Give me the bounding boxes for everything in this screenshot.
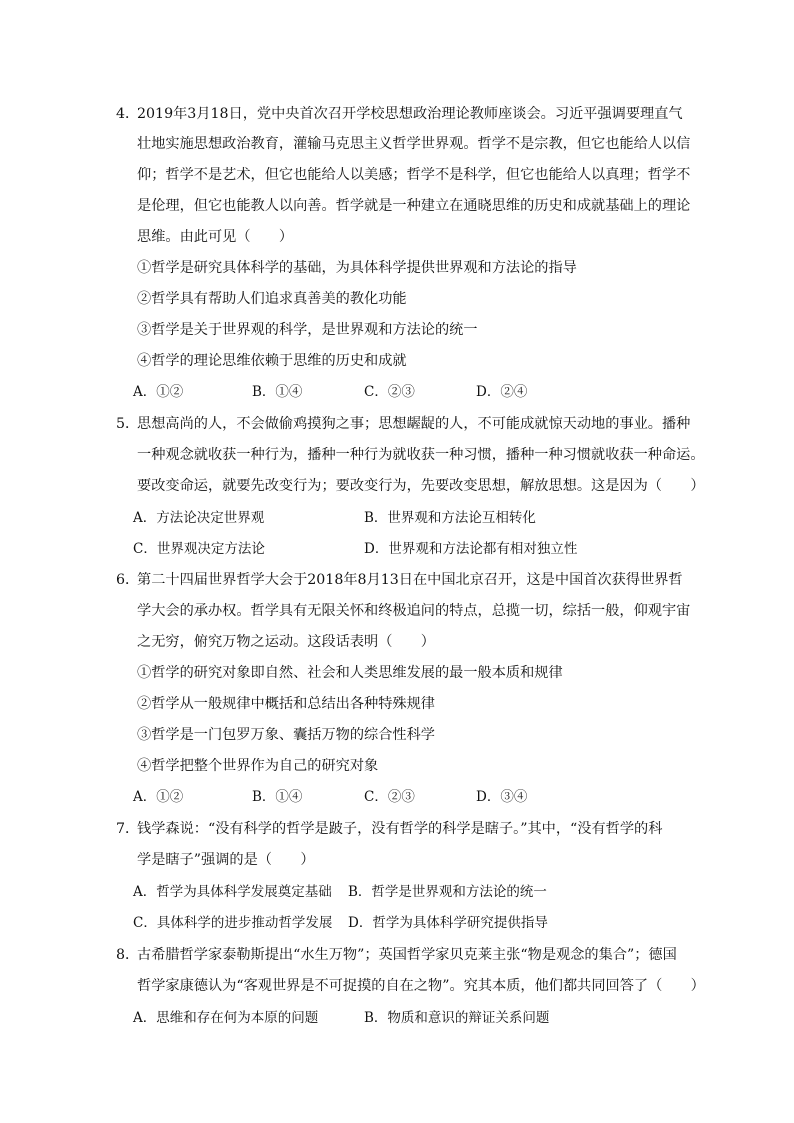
option-a[interactable]: A．方法论决定世界观 xyxy=(133,510,265,526)
statement: ①哲学是研究具体科学的基础，为具体科学提供世界观和方法论的指导 xyxy=(137,260,577,276)
option-c[interactable]: C．②③ xyxy=(364,789,415,805)
option-b[interactable]: B．世界观和方法论互相转化 xyxy=(364,510,536,526)
option-a[interactable]: A．哲学为具体科学发展奠定基础 xyxy=(133,884,332,900)
option-d[interactable]: D．②④ xyxy=(476,384,528,400)
option-a[interactable]: A．①② xyxy=(133,384,184,400)
question-number: 8． xyxy=(116,947,140,963)
question-stem-line: 古希腊哲学家泰勒斯提出“水生万物”；英国哲学家贝克莱主张“物是观念的集合”；德国 xyxy=(137,947,677,963)
option-b[interactable]: B．①④ xyxy=(252,384,303,400)
question-number: 5． xyxy=(116,416,140,432)
statement: ④哲学的理论思维依赖于思维的历史和成就 xyxy=(137,353,407,369)
question-stem-line: 仰；哲学不是艺术，但它也能给人以美感；哲学不是科学，但它也能给人以真理；哲学不 xyxy=(137,167,691,183)
question-number: 4． xyxy=(116,106,140,122)
question-stem-line: 之无穷，俯究万物之运动。这段话表明（ ） xyxy=(137,634,435,650)
statement: ②哲学具有帮助人们追求真善美的教化功能 xyxy=(137,291,407,307)
statement: ④哲学把整个世界作为自己的研究对象 xyxy=(137,758,379,774)
question-stem-line: 一种观念就收获一种行为，播种一种行为就收获一种习惯，播种一种习惯就收获一种命运。 xyxy=(137,447,705,463)
option-d[interactable]: D．哲学为具体科学研究提供指导 xyxy=(348,915,548,931)
question-stem-line: 思维。由此可见（ ） xyxy=(137,229,294,245)
question-stem-line: 壮地实施思想政治教育，灌输马克思主义哲学世界观。哲学不是宗教，但它也能给人以信 xyxy=(137,136,691,152)
question-stem-line: 学大会的承办权。哲学具有无限关怀和终极追问的特点，总揽一切，综括一般，仰观宇宙 xyxy=(137,603,691,619)
question-stem-line: 第二十四届世界哲学大会于2018年8月13日在中国北京召开，这是中国首次获得世界哲 xyxy=(137,572,683,588)
question-number: 6． xyxy=(116,572,140,588)
question-stem-line: 思想高尚的人，不会做偷鸡摸狗之事；思想龌龊的人，不可能成就惊天动地的事业。播种 xyxy=(137,416,691,432)
option-d[interactable]: D．世界观和方法论都有相对独立性 xyxy=(364,541,578,557)
question-stem-line: 哲学家康德认为“客观世界是不可捉摸的自在之物”。究其本质，他们都共同回答了（ ） xyxy=(137,978,705,994)
option-b[interactable]: B．哲学是世界观和方法论的统一 xyxy=(348,884,547,900)
option-d[interactable]: D．③④ xyxy=(476,789,528,805)
statement: ③哲学是一门包罗万象、囊括万物的综合性科学 xyxy=(137,727,435,743)
option-c[interactable]: C．②③ xyxy=(364,384,415,400)
option-a[interactable]: A．①② xyxy=(133,789,184,805)
question-stem-line: 要改变命运，就要先改变行为；要改变行为，先要改变思想，解放思想。这是因为（ ） xyxy=(137,478,705,494)
option-b[interactable]: B．物质和意识的辩证关系问题 xyxy=(364,1010,550,1026)
statement: ①哲学的研究对象即自然、社会和人类思维发展的最一般本质和规律 xyxy=(137,665,563,681)
question-number: 7． xyxy=(116,821,140,837)
option-c[interactable]: C．世界观决定方法论 xyxy=(133,541,265,557)
question-stem-line: 是伦理，但它也能教人以向善。哲学就是一种建立在通晓思维的历史和成就基础上的理论 xyxy=(137,198,691,214)
question-stem-line: 学是瞎子”强调的是（ ） xyxy=(137,852,315,868)
statement: ③哲学是关于世界观的科学，是世界观和方法论的统一 xyxy=(137,322,478,338)
statement: ②哲学从一般规律中概括和总结出各种特殊规律 xyxy=(137,696,435,712)
option-b[interactable]: B．①④ xyxy=(252,789,303,805)
question-stem-line: 钱学森说：“没有科学的哲学是跛子，没有哲学的科学是瞎子。”其中，“没有哲学的科 xyxy=(137,821,663,837)
option-c[interactable]: C．具体科学的进步推动哲学发展 xyxy=(133,915,333,931)
option-a[interactable]: A．思维和存在何为本原的问题 xyxy=(133,1010,319,1026)
question-stem-line: 2019年3月18日，党中央首次召开学校思想政治理论教师座谈会。习近平强调要理直气 xyxy=(137,106,683,122)
